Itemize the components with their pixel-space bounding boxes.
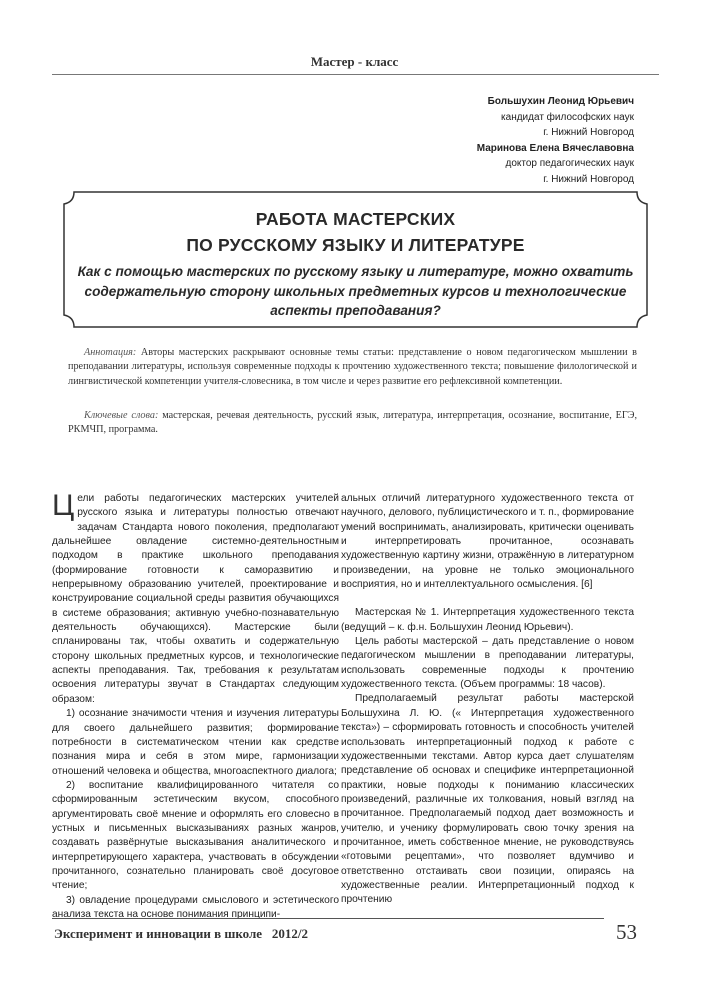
article-title-line: ПО РУССКОМУ ЯЗЫКУ И ЛИТЕРАТУРЕ <box>186 235 525 255</box>
keywords <box>68 409 637 438</box>
article-subtitle: Как с помощью мастерских по русскому языку и литературе, можно охватить содержательную сторону школьных предметных курсов и технологические аспекты преподавания? <box>77 264 634 318</box>
paragraph: Цель работы мастерской – дать представление о новом педагогическом мышлении в преподавании литературы, использовать современные подходы к прочтению художественного текста. (Объем программы: 18 часов). <box>341 636 634 691</box>
paragraph: 1) осознание значимости чтения и изучения литературы для своего дальнейшего развития; формирование потребности в систематическом чтении как средстве познания мира и себя в этом мире, гармонизации отношений человека и общества, многоаспектного диалога; <box>52 708 339 777</box>
author-degree: доктор педагогических наук <box>505 158 634 169</box>
article-title-line: РАБОТА МАСТЕРСКИХ <box>255 209 456 229</box>
paragraph-gap <box>341 592 634 606</box>
keywords-label: Ключевые слова: <box>84 410 159 421</box>
body-column-left <box>52 489 339 922</box>
footer-rule <box>52 918 604 919</box>
drop-cap: Ц <box>52 489 75 522</box>
paragraph <box>52 489 339 707</box>
journal-issue: 2012/2 <box>271 926 308 941</box>
journal-name: Эксперимент и инновации в школе <box>54 926 263 941</box>
author-name: Большухин Леонид Юрьевич <box>487 96 634 107</box>
authors-block <box>477 94 634 187</box>
body-column-right <box>341 492 634 908</box>
article-title <box>54 206 657 258</box>
author-city: г. Нижний Новгород <box>543 127 634 138</box>
paragraph: Предполагаемый результат работы мастерской Большухина Л. Ю. (« Интерпретация художественного текста») – сформировать готовность и способность учителей использовать интерпретационный подход к работе с художественными текстами. Автор курса дает слушателям представление об основах и специфике интерпретационной практики, новые подходы к пониманию классических произведений, различные их толкования, новый взгляд на прочитанное. Предполагаемый подход дает возможность и учителю, и ученику формулировать свою точку зрения на прочитанное, иметь собственное мнение, не руководствуясь «готовыми рецептами», что позволяет вдумчиво и ответственно отстаивать свои позиции, опираясь на художественные реалии. Интерпретационный подход к прочтению <box>341 693 634 906</box>
keywords-text: мастерская, речевая деятельность, русский язык, литература, интерпретация, осознание, воспитание, ЕГЭ, РКМЧП, программа. <box>68 410 637 436</box>
author-degree: кандидат философских наук <box>501 111 634 123</box>
workshop-heading: Мастерская № 1. Интерпретация художественного текста (ведущий – к. ф.н. Большухин Леонид Юрьевич). <box>341 607 634 633</box>
abstract <box>68 346 637 389</box>
section-title: Мастер - класс <box>310 54 399 69</box>
header-rule <box>52 74 659 75</box>
author-name: Маринова Елена Вячеславовна <box>476 142 634 154</box>
abstract-label: Аннотация: <box>84 347 137 358</box>
page-number: 53 <box>616 920 637 944</box>
paragraph: 3) овладение процедурами смыслового и эстетического анализа текста на основе понимания принципи- <box>52 894 339 920</box>
paragraph: 2) воспитание квалифицированного читателя со сформированным эстетическим вкусом, способного аргументировать своё мнение и оформлять его словесно в устных и письменных высказываниях разных жанров, создавать развёрнутые высказывания аналитического и интерпретирующего характера, участвовать в обсуждении прочитанного, сознательно планировать своё досуговое чтение; <box>52 779 339 892</box>
journal-footer <box>54 926 308 942</box>
paragraph: альных отличий литературного художественного текста от научного, делового, публицистического и т. п., формирование умений воспринимать, анализировать, критически оценивать и интерпретировать прочитанное, осознавать художественную картину жизни, отражённую в литературном произведении, на уровне не только эмоционального восприятия, но и интеллектуального осмысления. [6] <box>341 493 634 591</box>
paragraph-text: ели работы педагогических мастерских учителей русского языка и литературы полностью отвечают задачам Стандарта нового поколения, предполагают дальнейшее овладение системно-деятельностным подходом в практике школьного преподавания (формирование готовности к саморазвитию и непрерывному образованию учителей, проектирование и конструирование социальной среды развития обучающихся в системе образования; активную учебно-познавательную деятельность обучающихся). Мастерские были спланированы так, чтобы охватить и содержательную сторону школьных предметных курсов, и технологические аспекты преподавания. Так, требования к результатам освоения литературы звучат в Стандартах следующим образом: <box>52 493 339 705</box>
author-city: г. Нижний Новгород <box>543 173 634 185</box>
abstract-text: Авторы мастерских раскрывают основные темы статьи: представление о новом педагогическом мышлении в преподавании литературы, используя современные подходы к прочтению художественного текста; повышение филологической и лингвистической компетенции учителя-словесника, в том числе и через развитие его рефлексивной компетенции. <box>68 347 637 387</box>
